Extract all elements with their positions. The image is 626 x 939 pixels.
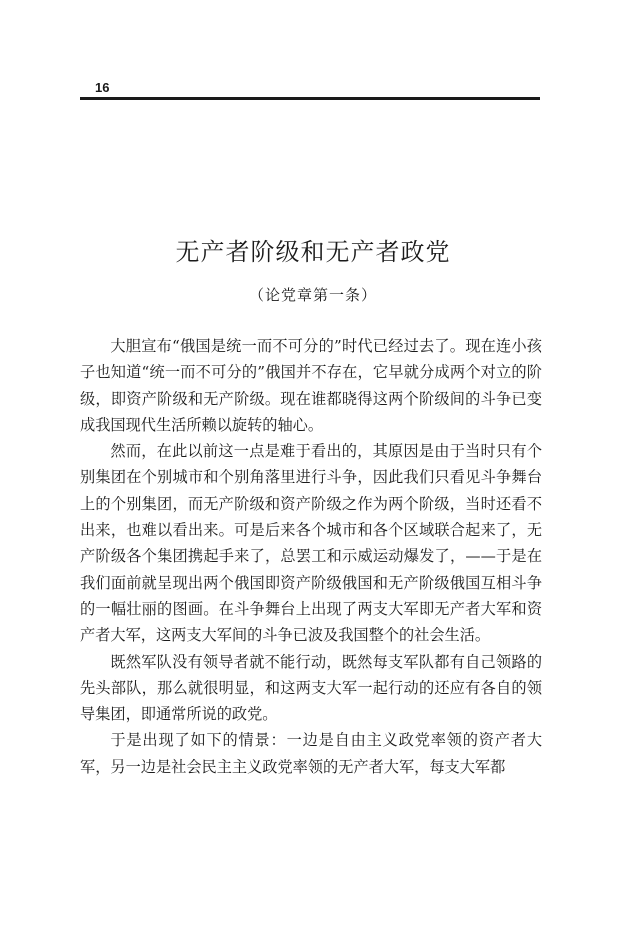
paragraph: 既然军队没有领导者就不能行动，既然每支军队都有自己领路的先头部队，那么就很明显，和这两支大军一起行动的还应有各自的领导集团，即通常所说的政党。 <box>80 652 542 724</box>
paragraph: 于是出现了如下的情景：一边是自由主义政党率领的资产者大军，另一边是社会民主主义政党率领的无产者大军，每支大军都 <box>80 731 542 776</box>
article-subtitle: （论党章第一条） <box>248 286 377 304</box>
article-body <box>80 333 542 780</box>
paragraph: 大胆宣布“俄国是统一而不可分的”时代已经过去了。现在连小孩子也知道“统一而不可分的”俄国并不存在，它早就分成两个对立的阶级，即资产阶级和无产阶级。现在谁都晓得这两个阶级间的斗争已变成我国现代生活所赖以旋转的轴心。 <box>80 337 542 434</box>
paragraph: 然而，在此以前这一点是难于看出的，其原因是由于当时只有个别集团在个别城市和个别角落里进行斗争，因此我们只看见斗争舞台上的个别集团，而无产阶级和资产阶级之作为两个阶级，当时还看不出来，也难以看出来。可是后来各个城市和各个区域联合起来了，无产阶级各个集团携起手来了，总罢工和示威运动爆发了，——于是在我们面前就呈现出两个俄国即资产阶级俄国和无产阶级俄国互相斗争的一幅壮丽的图画。在斗争舞台上出现了两支大军即无产者大军和资产者大军，这两支大军间的斗争已波及我国整个的社会生活。 <box>80 442 542 645</box>
header-rule <box>80 97 540 100</box>
article-title: 无产者阶级和无产者政党 <box>175 238 451 266</box>
page-number: 16 <box>95 80 110 95</box>
